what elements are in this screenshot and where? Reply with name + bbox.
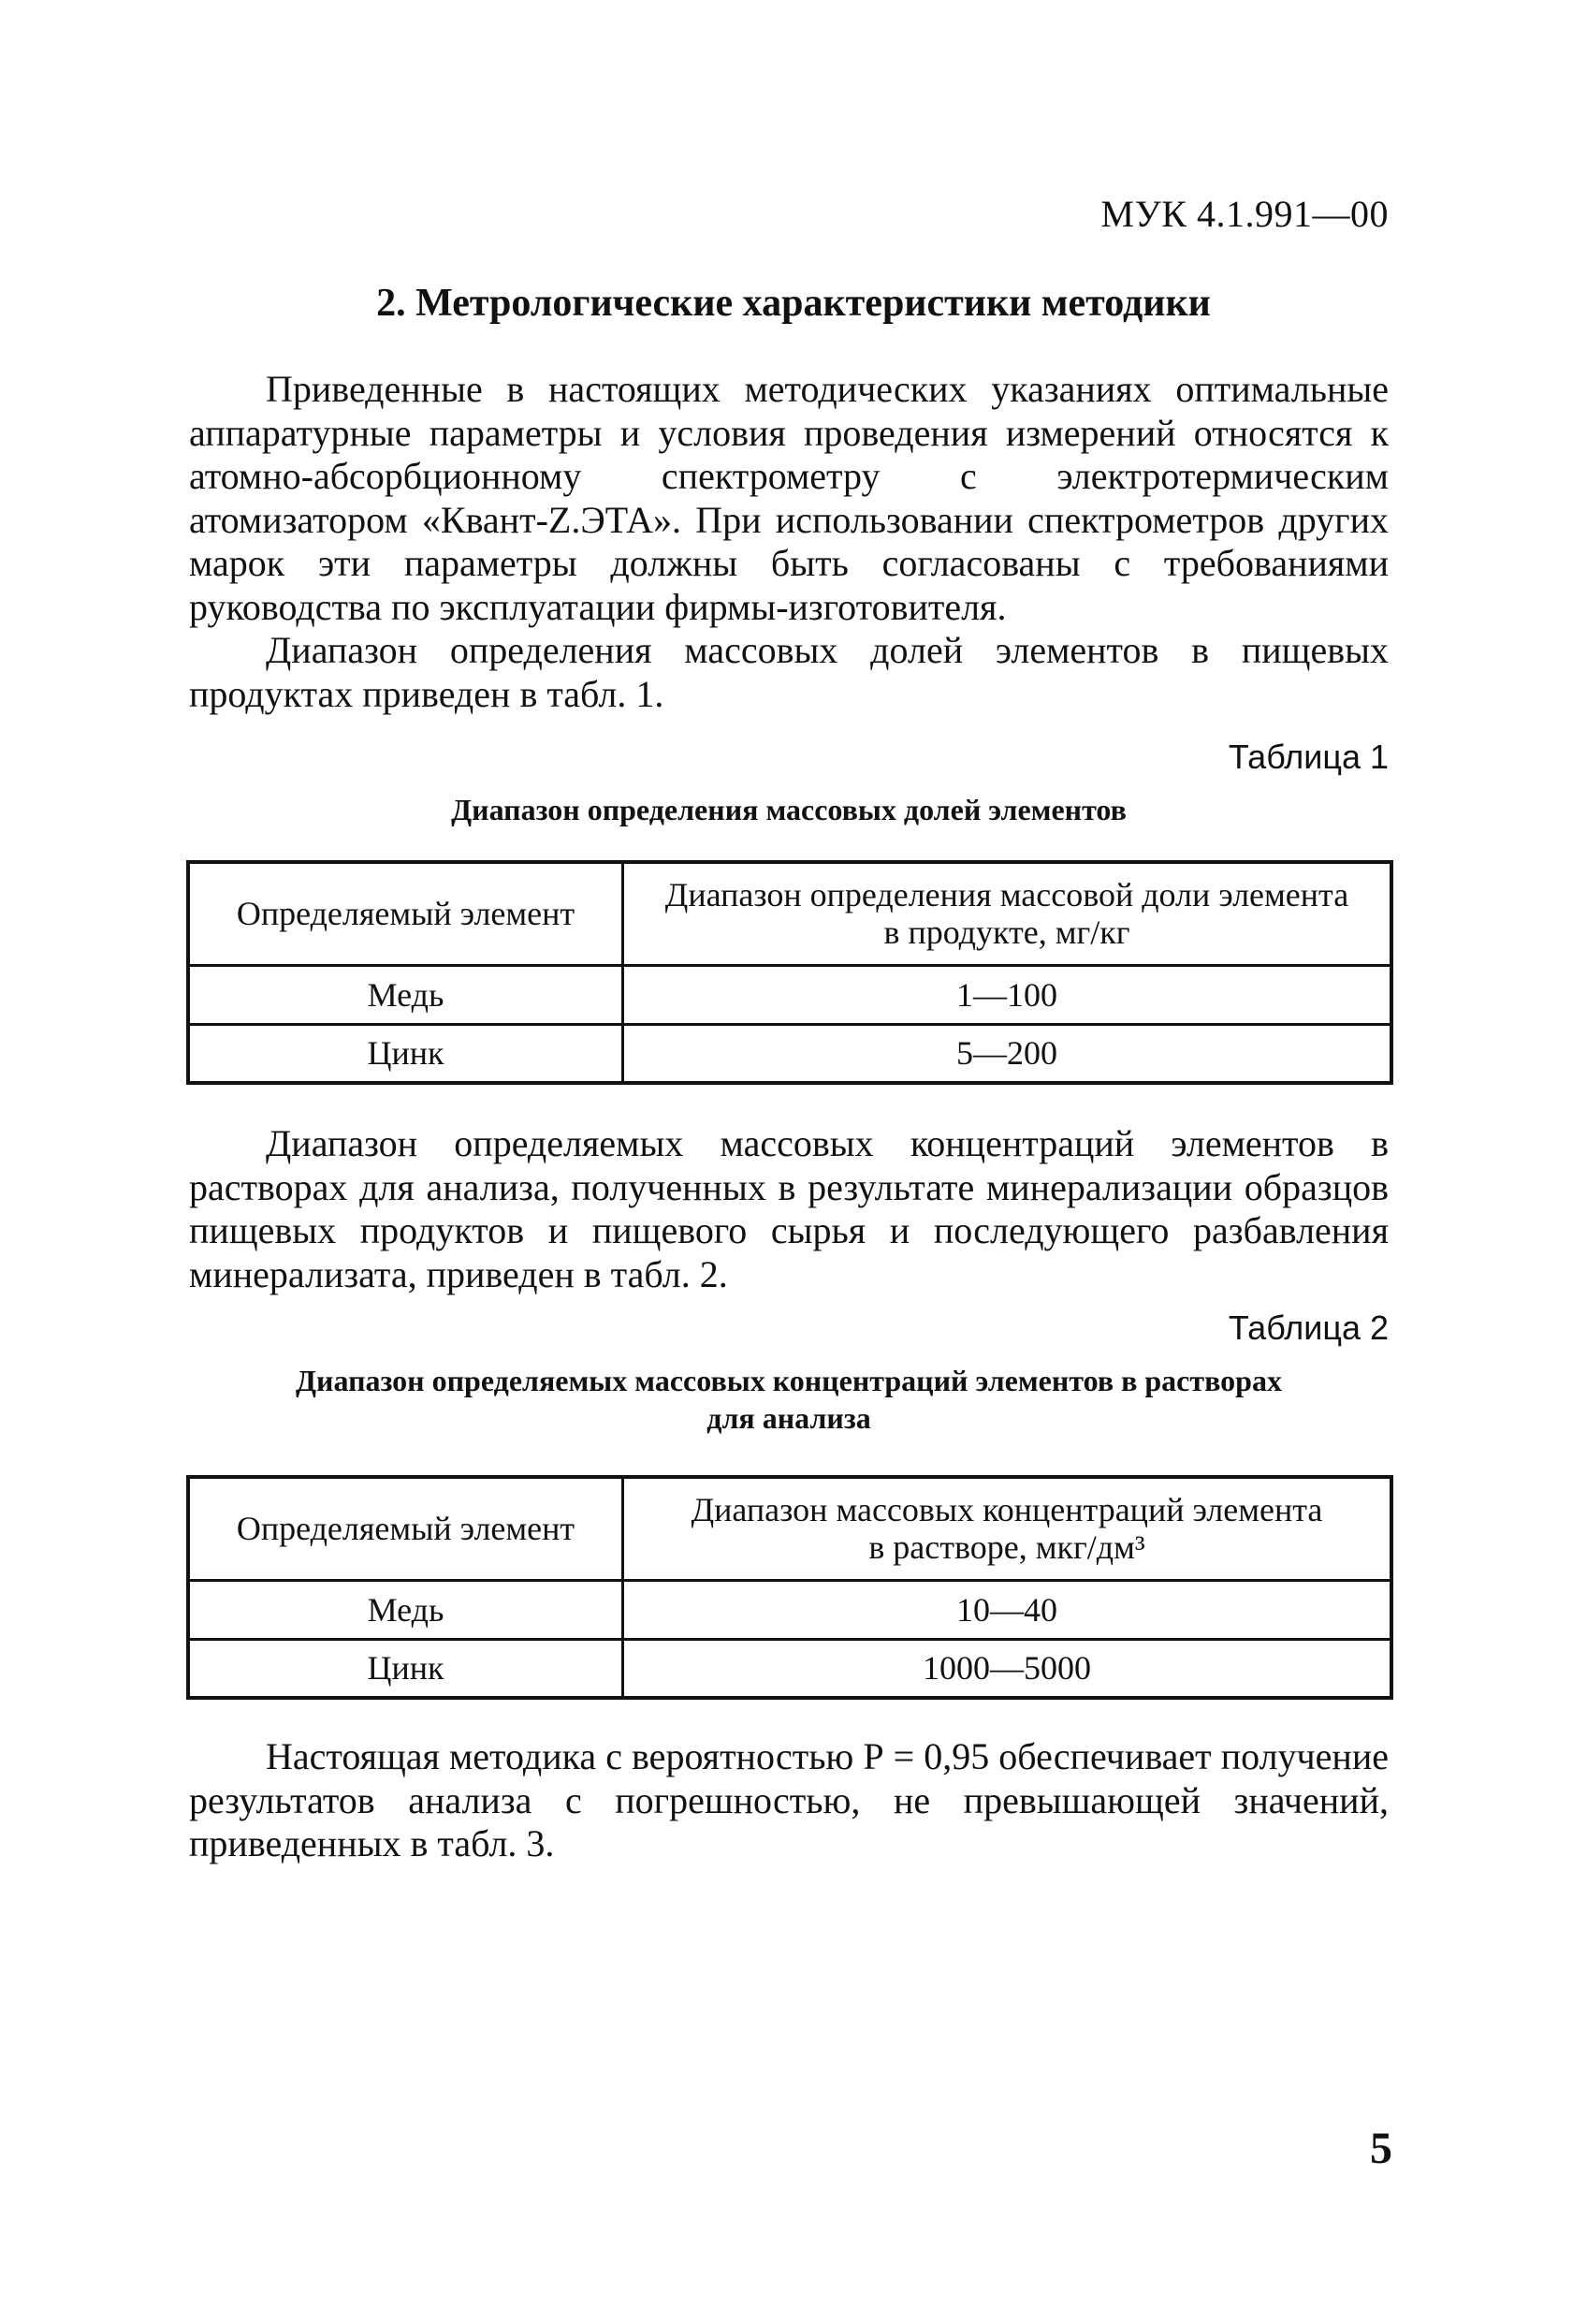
table1-cell-element: Медь — [188, 965, 623, 1024]
table1-caption: Диапазон определения массовых долей элементов — [451, 793, 1127, 826]
table2-header-row — [188, 1477, 1391, 1580]
section-title: 2. Метрологические характеристики методики — [376, 282, 1211, 325]
table2-label: Таблица 2 — [1228, 1308, 1389, 1347]
table2-cell-element: Медь — [188, 1580, 623, 1639]
table2-caption-line2: для анализа — [706, 1401, 871, 1435]
document-code: МУК 4.1.991—00 — [1100, 193, 1389, 235]
table-row — [188, 1024, 1391, 1083]
paragraph-equipment — [189, 368, 1389, 629]
table1-cell-element: Цинк — [188, 1024, 623, 1083]
table1-cell-range: 1—100 — [623, 965, 1392, 1024]
table2-caption — [189, 1362, 1389, 1437]
paragraph-table2-intro-text: Диапазон определяемых массовых концентраций элементов в растворах для анализа, полученных в результате минерализации образцов пищевых продуктов и пищевого сырья и последующего разбавления минерализата, приведен в табл. 2. — [189, 1122, 1389, 1295]
paragraph-table2-intro — [189, 1122, 1389, 1296]
table1-header-range-line2: в продукте, мг/кг — [883, 914, 1130, 952]
table2-header-range-line2: в растворе, мкг/дм³ — [868, 1528, 1145, 1567]
table2-header-range — [623, 1477, 1392, 1580]
table2-cell-range: 1000—5000 — [623, 1639, 1392, 1698]
table2-caption-line1: Диапазон определяемых массовых концентраций элементов в растворах — [296, 1364, 1282, 1397]
table-row — [188, 1639, 1391, 1698]
table2 — [186, 1475, 1393, 1700]
paragraph-accuracy — [189, 1735, 1389, 1866]
paragraph-table1-intro-text: Диапазон определения массовых долей элементов в пищевых продуктах приведен в табл. 1. — [189, 629, 1389, 715]
table1-cell-range: 5—200 — [623, 1024, 1392, 1083]
table2-cell-range: 10—40 — [623, 1580, 1392, 1639]
table1 — [186, 860, 1393, 1085]
table1-header-range — [623, 862, 1392, 965]
paragraph-equipment-text: Приведенные в настоящих методических указаниях оптимальные аппаратурные параметры и условия проведения измерений относятся к атомно-абсорбционному спектрометру с электротермическим атомизатором «Квант-Z.ЭТА». При использовании спектрометров других марок эти параметры должны быть согласованы с требованиями руководства по эксплуатации фирмы-изготовителя. — [189, 368, 1389, 628]
table2-header-element: Определяемый элемент — [188, 1477, 623, 1580]
table1-header-element: Определяемый элемент — [188, 862, 623, 965]
table-row — [188, 1580, 1391, 1639]
table2-header-range-line1: Диапазон массовых концентраций элемента — [691, 1491, 1323, 1529]
page-number: 5 — [1370, 2124, 1392, 2173]
table1-header-range-line1: Диапазон определения массовой доли элемента — [664, 876, 1349, 914]
table-row — [188, 965, 1391, 1024]
table1-header-row — [188, 862, 1391, 965]
table1-label: Таблица 1 — [1228, 738, 1389, 776]
paragraph-table1-intro — [189, 629, 1389, 716]
table2-cell-element: Цинк — [188, 1639, 623, 1698]
paragraph-accuracy-text: Настоящая методика с вероятностью Р = 0,95 обеспечивает получение результатов анализа с погрешностью, не превышающей значений, приведенных в табл. 3. — [189, 1735, 1389, 1864]
